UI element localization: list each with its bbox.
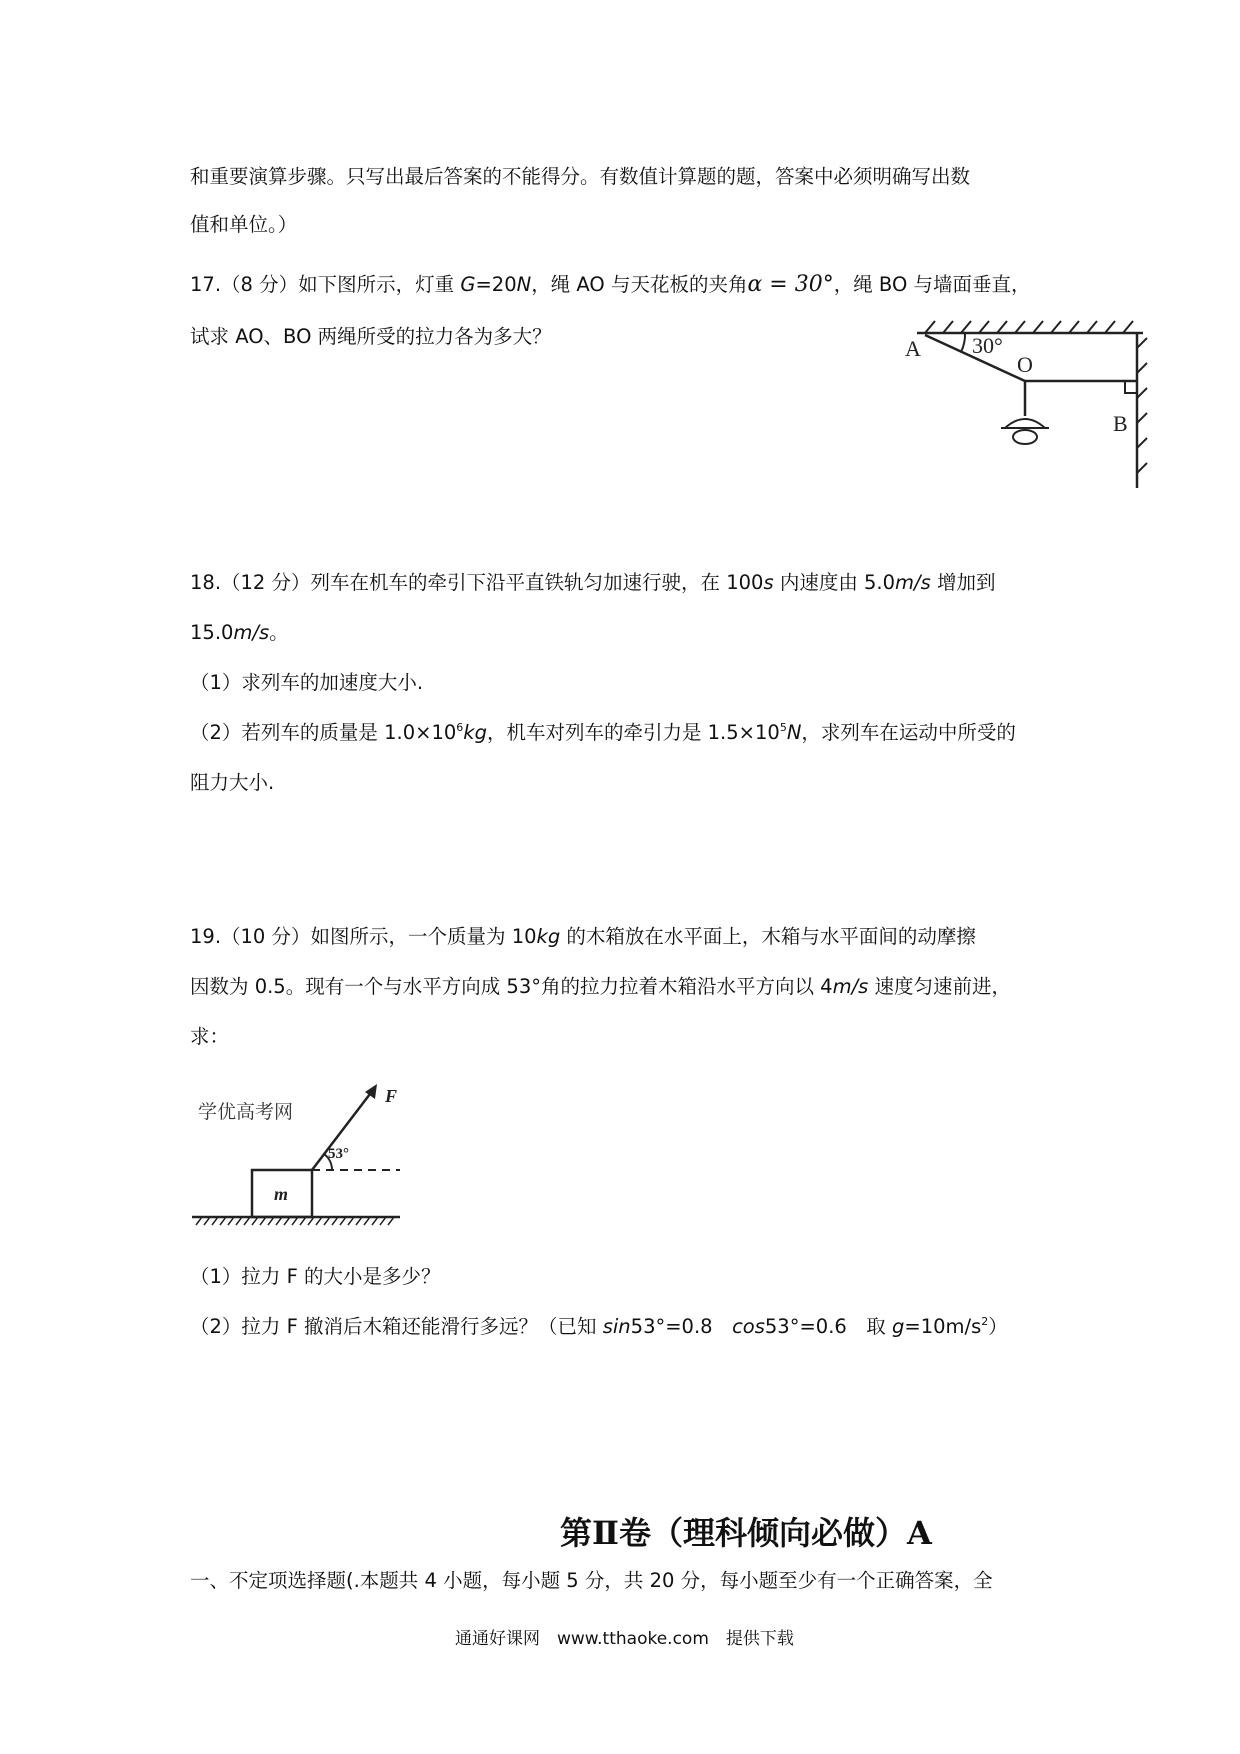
angle-arc [961,333,965,352]
q18-text-c: 增加到 [930,571,996,594]
q17-unit-n: N [516,273,532,296]
label-angle-30: 30° [972,333,1003,358]
q17-text-c: ，绳 AO 与天花板的夹角 [531,273,748,296]
q19-sub-1: （1）拉力 F 的大小是多少？ [190,1265,441,1288]
q18-unit-kg: kg [463,721,487,744]
q19-sub2-d: =10m/s [904,1315,982,1338]
q19-sin: sin [602,1315,631,1338]
q17-line-2: 试求 AO、BO 两绳所受的拉力各为多大？ [190,325,552,348]
q19-text-c: 因数为 0.5。现有一个与水平方向成 53°角的拉力拉着木箱沿水平方向以 4 [190,975,833,998]
q18-exp-1: 6 [456,721,464,734]
right-angle-mark [1125,381,1137,393]
q19-text-a: 19.（10 分）如图所示，一个质量为 10 [190,925,537,948]
label-a: A [905,336,921,361]
q19-text-b: 的木箱放在水平面上，木箱与水平面间的动摩擦 [560,925,976,948]
q19-sub2-a: （2）拉力 F 撤消后木箱还能滑行多远？（已知 [190,1315,603,1338]
q18-unit-ms-2: m/s [233,621,270,644]
q18-unit-ms-1: m/s [895,571,931,594]
q18-unit-s: s [763,571,774,594]
q17-text-d: ，绳 BO 与墙面垂直， [833,273,1031,296]
label-f: F [385,1086,398,1106]
q17-var-g: G [460,273,476,296]
label-o: O [1017,352,1033,377]
q19-line-1 [190,922,1060,952]
q18-sub-2 [190,718,1060,748]
q18-line-2 [190,618,1060,648]
q17-text-a: 17.（8 分）如下图所示，灯重 [190,273,461,296]
q17-figure [905,318,1155,498]
q19-text-d: 速度匀速前进， [868,975,1012,998]
q18-text-a: 18.（12 分）列车在机车的牵引下沿平直铁轨匀加速行驶，在 100 [190,571,764,594]
q17-line-1 [190,270,1060,300]
q19-sub2-e: ） [988,1315,1008,1338]
q17-text-b: =20 [475,273,517,296]
q19-sub-2 [190,1312,1060,1342]
q19-exp: 2 [981,1315,989,1328]
q18-line-1 [190,568,1060,598]
section-title: 第Ⅱ卷（理科倾向必做）A [560,1514,932,1552]
lamp-bulb [1013,430,1037,444]
q19-unit-ms: m/s [832,975,869,998]
q18-sub-1: （1）求列车的加速度大小. [190,671,424,694]
q19-line-3: 求： [190,1025,230,1048]
q19-cos: cos [732,1315,765,1338]
q19-line-2 [190,972,1060,1002]
q18-exp-2: 5 [779,721,787,734]
q19-figure [188,1078,408,1243]
footer-text: 通通好课网 www.tthaoke.com 提供下载 [455,1629,794,1649]
lamp-shade [1005,419,1045,428]
section-line-1: 一、不定项选择题(.本题共 4 小题，每小题 5 分，共 20 分，每小题至少有一个正确答案，全 [190,1569,993,1592]
q19-sub2-b: 53°=0.8 [630,1315,733,1338]
q18-sub2-a: （2）若列车的质量是 1.0×10 [190,721,457,744]
q18-sub-2-line-2: 阻力大小. [190,771,275,794]
q19-unit-kg: kg [536,925,561,948]
q18-sub2-b: ，机车对列车的牵引力是 1.5×10 [486,721,780,744]
q18-text-e: 。 [269,621,289,644]
q17-alpha-formula: α = 30° [747,272,834,297]
intro-line-1: 和重要演算步骤。只写出最后答案的不能得分。有数值计算题的题，答案中必须明确写出数 [190,165,971,188]
q18-text-d: 15.0 [190,621,234,644]
q19-sub2-c: 53°=0.6 取 [764,1315,893,1338]
watermark-text: 学优高考网 [198,1101,294,1123]
wall-hatch [1137,338,1147,473]
q18-unit-n: N [786,721,802,744]
intro-line-2: 值和单位。） [190,213,298,236]
label-b: B [1113,411,1128,436]
ceiling-hatch [925,321,1133,333]
label-m: m [274,1184,289,1204]
label-angle-53: 53° [328,1146,349,1162]
q19-var-g: g [892,1315,905,1338]
q18-text-b: 内速度由 5.0 [773,571,896,594]
q18-sub2-c: ，求列车在运动中所受的 [801,721,1016,744]
